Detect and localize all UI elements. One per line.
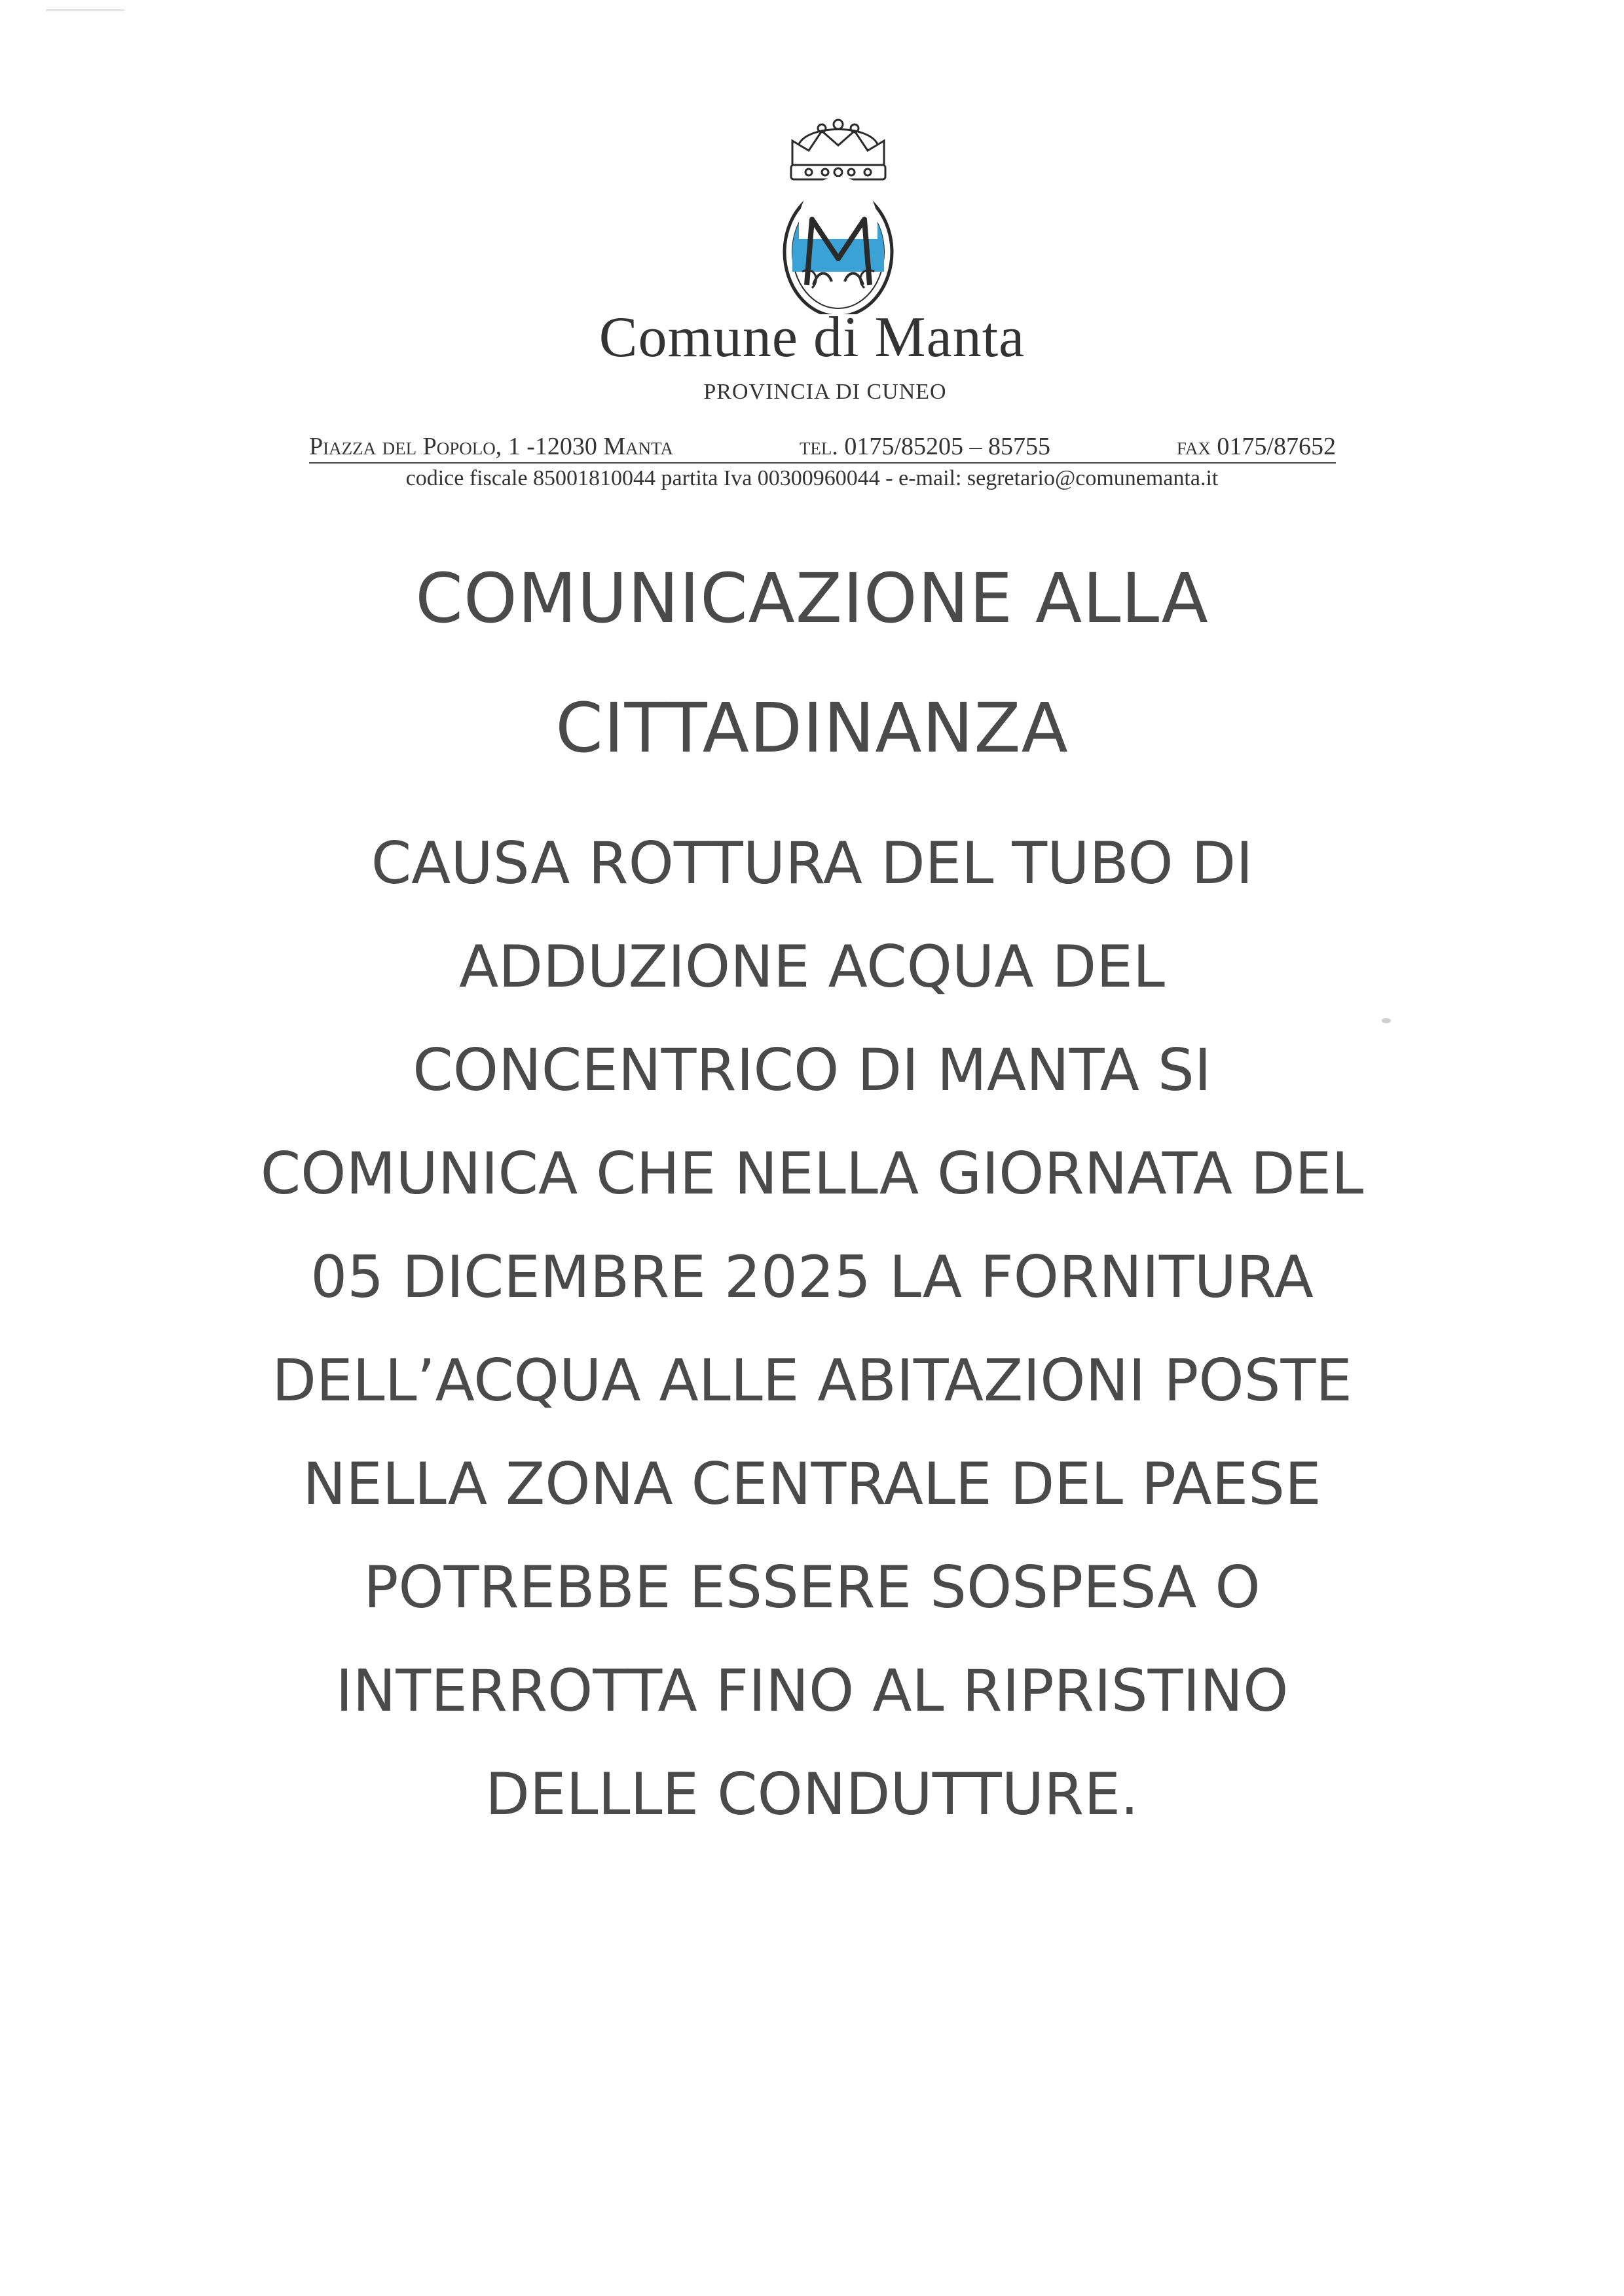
municipal-crest-logo [773, 105, 904, 314]
notice-body [0, 812, 1624, 1846]
notice-body-line: CAUSA ROTTURA DEL TUBO DI [371, 829, 1253, 897]
notice-body-line: DELL’ACQUA ALLE ABITAZIONI POSTE [272, 1347, 1352, 1414]
notice-body-line: 05 DICEMBRE 2025 LA FORNITURA [310, 1243, 1314, 1311]
scan-artifact [46, 9, 124, 11]
notice-body-line: COMUNICA CHE NELLA GIORNATA DEL [260, 1140, 1364, 1207]
scan-speck [1382, 1018, 1391, 1023]
comune-name: Comune di Manta [599, 306, 1025, 369]
notice-title-line: COMUNICAZIONE ALLA [415, 558, 1209, 638]
fiscal-info-line: codice fiscale 85001810044 partita Iva 00300960044 - e-mail: segretario@comunemanta.it [405, 466, 1219, 490]
address-text: Piazza del Popolo, 1 -12030 Manta [309, 433, 673, 460]
notice-body-line: ADDUZIONE ACQUA DEL [459, 933, 1165, 1000]
telephone-text: tel. 0175/85205 – 85755 [799, 433, 1050, 460]
notice-body-line: CONCENTRICO DI MANTA SI [413, 1036, 1211, 1104]
notice-body-line: POTREBBE ESSERE SOSPESA O [363, 1554, 1261, 1621]
notice-title-line: CITTADINANZA [555, 688, 1069, 768]
notice-body-line: DELLLE CONDUTTURE. [485, 1760, 1139, 1828]
notice-body-line: INTERROTTA FINO AL RIPRISTINO [335, 1657, 1289, 1724]
contact-address-line [309, 432, 1336, 464]
fax-text: fax 0175/87652 [1176, 433, 1336, 460]
notice-body-line: NELLA ZONA CENTRALE DEL PAESE [303, 1450, 1321, 1518]
provincia-label: PROVINCIA DI CUNEO [703, 380, 947, 404]
notice-title [0, 534, 1624, 793]
